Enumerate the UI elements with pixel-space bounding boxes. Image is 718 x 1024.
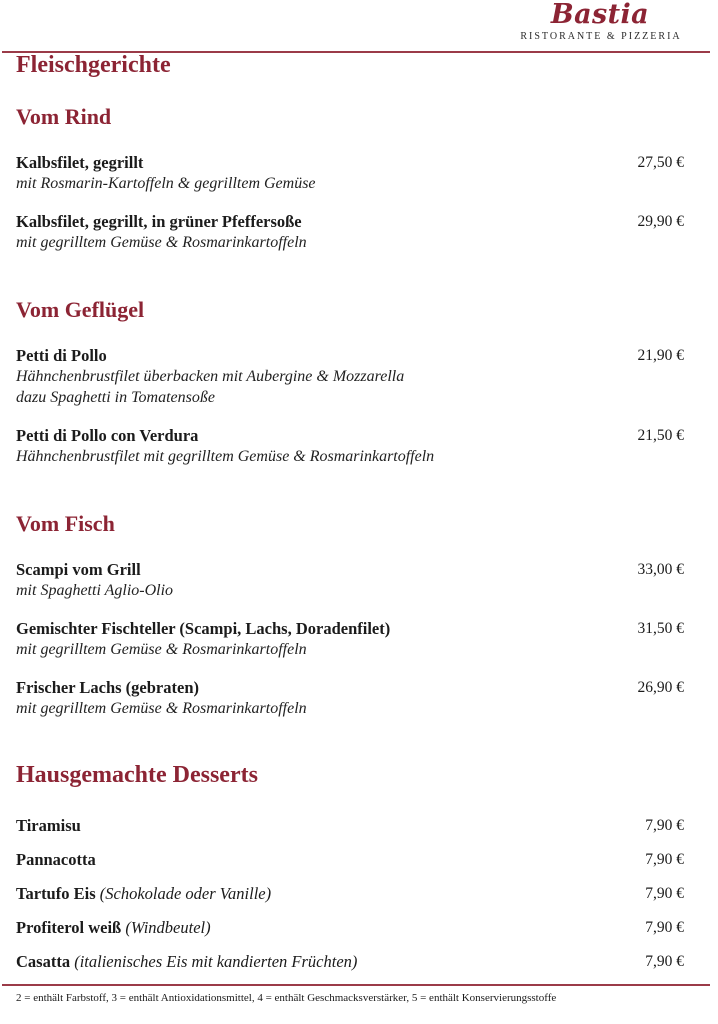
menu-item-name: Profiterol weiß (Windbeutel)	[16, 918, 211, 937]
menu-item-note: (Windbeutel)	[125, 918, 211, 937]
menu-item-name: Kalbsfilet, gegrillt, in grüner Pfeffersoße	[16, 212, 302, 231]
menu-item-note: (Schokolade oder Vanille)	[99, 884, 272, 903]
menu-item-text	[16, 618, 606, 660]
menu-item-text	[16, 677, 606, 719]
allergen-legend: 2 = enthält Farbstoff, 3 = enthält Antioxidationsmittel, 4 = enthält Geschmacksverstärker, 5 = enthält Konservierungsstoffe	[16, 992, 557, 1004]
menu-item-price: 21,50 €	[637, 427, 684, 444]
menu-item-text	[16, 849, 606, 870]
menu-item-text	[16, 917, 606, 938]
menu-item-name: Frischer Lachs (gebraten)	[16, 678, 199, 697]
menu-item-text	[16, 883, 606, 904]
menu-item-name: Pannacotta	[16, 850, 96, 869]
section-heading-fleischgerichte: Fleischgerichte	[16, 52, 171, 78]
menu-item-price: 7,90 €	[645, 919, 684, 936]
spacer	[16, 536, 684, 559]
menu-item-name: Gemischter Fischteller (Scampi, Lachs, Doradenfilet)	[16, 619, 391, 638]
spacer	[16, 788, 684, 815]
brand-logo	[510, 1, 690, 43]
spacer	[16, 129, 684, 152]
spacer	[16, 270, 684, 298]
menu-item[interactable]	[16, 618, 684, 660]
menu-item[interactable]	[16, 345, 684, 408]
spacer	[16, 736, 684, 762]
menu-item-price: 33,00 €	[637, 561, 684, 578]
menu-item[interactable]	[16, 917, 684, 938]
menu-item-price: 31,50 €	[637, 620, 684, 637]
menu-item-price: 26,90 €	[637, 679, 684, 696]
brand-name: Bastia	[550, 0, 650, 30]
menu-item-price: 29,90 €	[637, 213, 684, 230]
menu-item[interactable]	[16, 211, 684, 253]
menu-item-price: 7,90 €	[645, 817, 684, 834]
page-header	[0, 0, 718, 52]
menu-item[interactable]	[16, 951, 684, 972]
menu-item-text	[16, 345, 606, 408]
menu-item[interactable]	[16, 815, 684, 836]
menu-item-description: mit Rosmarin-Kartoffeln & gegrilltem Gemüse	[16, 175, 316, 192]
menu-item-name: Petti di Pollo con Verdura	[16, 426, 199, 445]
menu-item-price: 21,90 €	[637, 347, 684, 364]
menu-item-name: Kalbsfilet, gegrillt	[16, 153, 144, 172]
menu-item[interactable]	[16, 559, 684, 601]
menu-item[interactable]	[16, 849, 684, 870]
spacer	[16, 78, 684, 105]
footer-divider	[2, 984, 710, 986]
menu-item-description-line2: dazu Spaghetti in Tomatensoße	[16, 389, 215, 406]
spacer	[16, 322, 684, 345]
page-footer	[0, 984, 718, 1024]
menu-item-description: Hähnchenbrustfilet überbacken mit Aubergine & Mozzarella	[16, 368, 405, 385]
menu-item-name: Scampi vom Grill	[16, 560, 141, 579]
menu-body	[0, 52, 718, 984]
subsection-heading-vom-fisch: Vom Fisch	[16, 511, 115, 536]
menu-item-text	[16, 211, 606, 253]
menu-item-text	[16, 559, 606, 601]
menu-item-name: Casatta (italienisches Eis mit kandierten Früchten)	[16, 952, 358, 971]
menu-item-text	[16, 951, 606, 972]
menu-item-text	[16, 815, 606, 836]
subsection-heading-vom-rind: Vom Rind	[16, 104, 112, 129]
menu-item-name: Tiramisu	[16, 816, 81, 835]
subsection-heading-vom-gefluegel: Vom Geflügel	[16, 297, 145, 322]
menu-item-note: (italienisches Eis mit kandierten Früchten)	[74, 952, 358, 971]
menu-item-text	[16, 425, 606, 467]
menu-item[interactable]	[16, 883, 684, 904]
brand-tagline: RISTORANTE & PIZZERIA	[520, 31, 682, 42]
menu-item-description: Hähnchenbrustfilet mit gegrilltem Gemüse & Rosmarinkartoffeln	[16, 448, 435, 465]
menu-item-price: 7,90 €	[645, 851, 684, 868]
menu-item-name: Petti di Pollo	[16, 346, 107, 365]
menu-item-price: 7,90 €	[645, 953, 684, 970]
section-heading-hausgemachte-desserts: Hausgemachte Desserts	[16, 762, 258, 788]
spacer	[16, 484, 684, 512]
menu-item-text	[16, 152, 606, 194]
menu-item-price: 7,90 €	[645, 885, 684, 902]
menu-item[interactable]	[16, 425, 684, 467]
menu-item-description: mit Spaghetti Aglio-Olio	[16, 582, 174, 599]
menu-item-description: mit gegrilltem Gemüse & Rosmarinkartoffeln	[16, 700, 307, 717]
menu-item[interactable]	[16, 152, 684, 194]
menu-item-description: mit gegrilltem Gemüse & Rosmarinkartoffeln	[16, 234, 307, 251]
menu-item-price: 27,50 €	[637, 154, 684, 171]
menu-item[interactable]	[16, 677, 684, 719]
menu-item-description: mit gegrilltem Gemüse & Rosmarinkartoffeln	[16, 641, 307, 658]
menu-item-name: Tartufo Eis (Schokolade oder Vanille)	[16, 884, 272, 903]
